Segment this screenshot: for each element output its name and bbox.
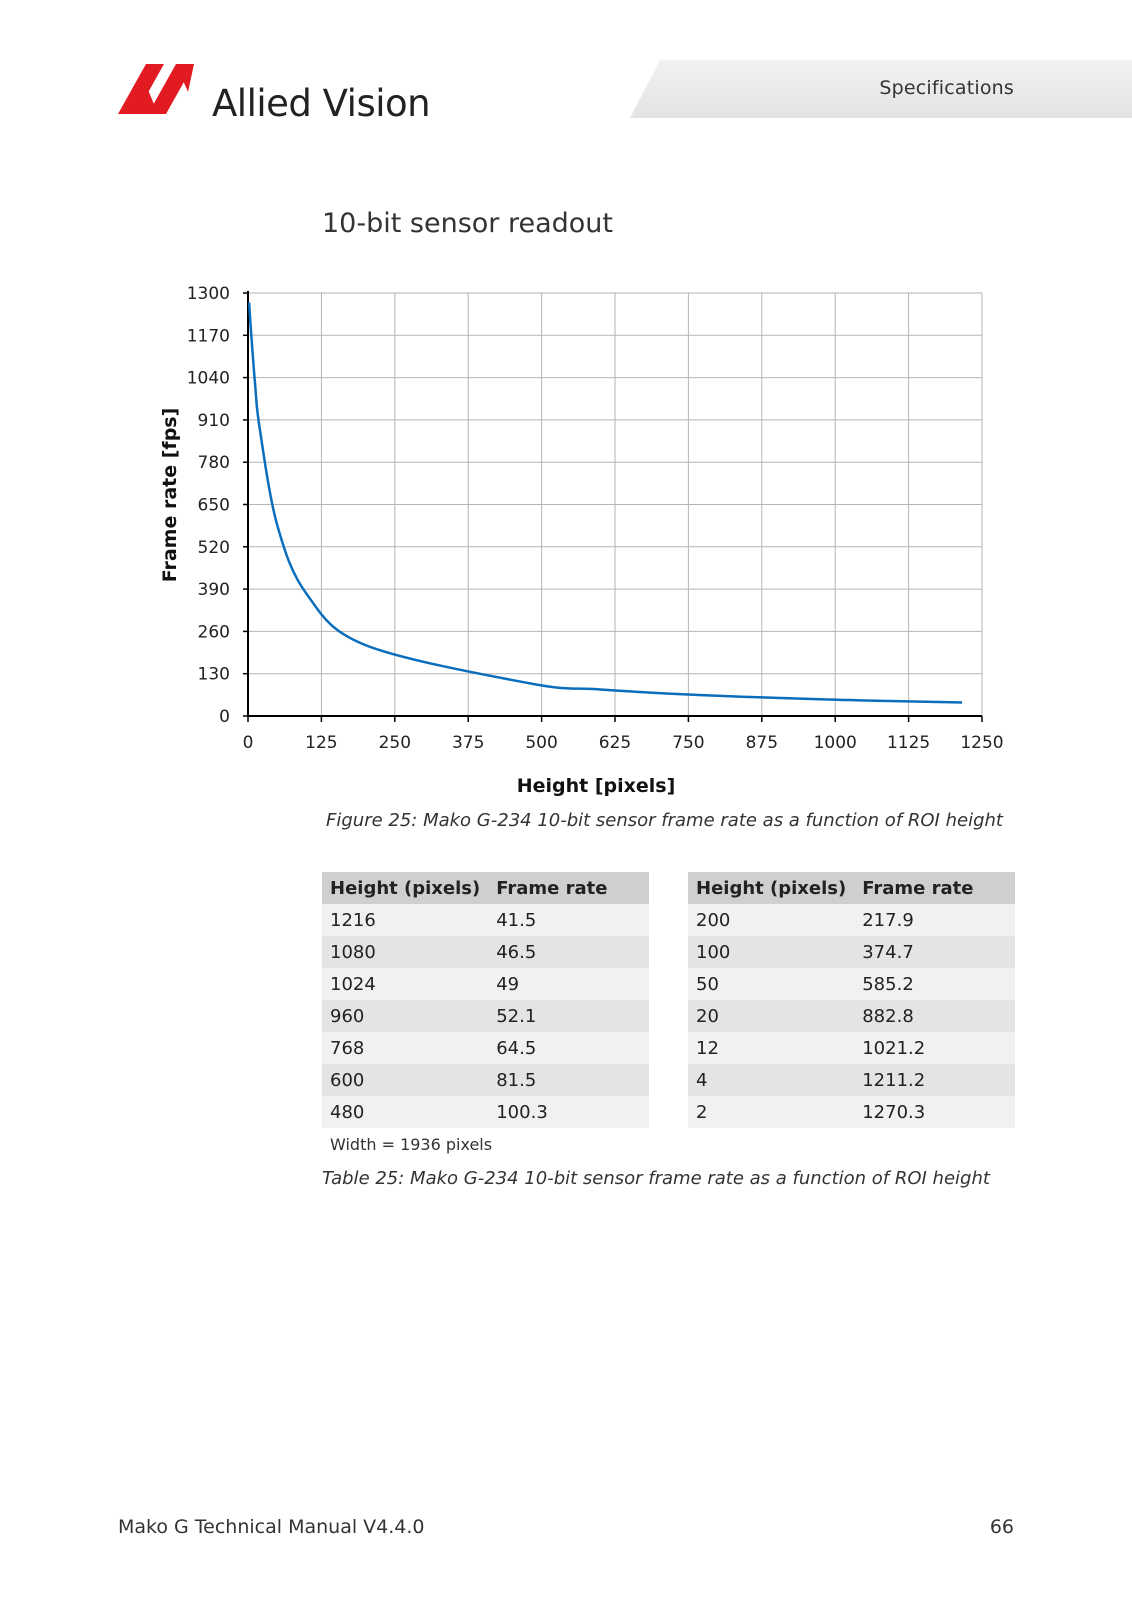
height-cell: 1080 xyxy=(322,936,488,968)
chart-grid xyxy=(248,293,982,716)
table-row xyxy=(688,1032,1015,1064)
chart-title: 10-bit sensor readout xyxy=(322,208,613,239)
height-cell: 50 xyxy=(688,968,854,1000)
frame-rate-cell: 64.5 xyxy=(488,1032,649,1064)
table-row xyxy=(688,968,1015,1000)
frame-rate-cell: 217.9 xyxy=(854,904,1015,936)
y-tick-label: 910 xyxy=(197,410,230,431)
footer-manual-title: Mako G Technical Manual V4.4.0 xyxy=(118,1516,425,1538)
frame-rate-series-line xyxy=(249,303,962,703)
height-cell: 1216 xyxy=(322,904,488,936)
frame-rate-cell: 882.8 xyxy=(854,1000,1015,1032)
height-cell: 100 xyxy=(688,936,854,968)
frame-rate-table-right xyxy=(688,872,1015,1128)
x-tick-label: 375 xyxy=(451,733,485,753)
table-row xyxy=(322,904,649,936)
frame-rate-cell: 1211.2 xyxy=(854,1064,1015,1096)
x-tick-label: 250 xyxy=(378,733,412,753)
column-header-frame-rate: Frame rate xyxy=(854,872,1015,904)
x-tick-label: 0 xyxy=(242,733,254,753)
brand-name: Allied Vision xyxy=(212,82,431,125)
frame-rate-cell: 52.1 xyxy=(488,1000,649,1032)
table-row xyxy=(322,1032,649,1064)
table-row xyxy=(322,1064,649,1096)
table-note: Width = 1936 pixels xyxy=(330,1135,493,1154)
table-row xyxy=(688,1064,1015,1096)
frame-rate-table-left xyxy=(322,872,649,1128)
frame-rate-cell: 46.5 xyxy=(488,936,649,968)
chart-axes xyxy=(243,291,982,722)
column-header-height: Height (pixels) xyxy=(322,872,488,904)
y-tick-label: 390 xyxy=(197,580,230,601)
table-row xyxy=(322,1096,649,1128)
x-tick-labels xyxy=(243,733,1004,753)
x-tick-label: 750 xyxy=(672,733,705,753)
table-row xyxy=(322,968,649,1000)
frame-rate-cell: 41.5 xyxy=(488,904,649,936)
page-number: 66 xyxy=(989,1516,1014,1538)
table-caption: Table 25: Mako G-234 10-bit sensor frame rate as a function of ROI height xyxy=(322,1168,990,1189)
y-tick-label: 780 xyxy=(197,453,230,474)
frame-rate-cell: 81.5 xyxy=(488,1064,649,1096)
table-row xyxy=(688,936,1015,968)
height-cell: 960 xyxy=(322,1000,488,1032)
y-tick-labels xyxy=(187,284,230,727)
table-row xyxy=(688,1000,1015,1032)
x-tick-label: 1125 xyxy=(886,733,931,753)
column-header-height: Height (pixels) xyxy=(688,872,854,904)
frame-rate-cell: 100.3 xyxy=(488,1096,649,1128)
height-cell: 2 xyxy=(688,1096,854,1128)
table-row xyxy=(322,936,649,968)
x-tick-label: 125 xyxy=(305,733,338,753)
height-cell: 1024 xyxy=(322,968,488,1000)
table-row xyxy=(688,1096,1015,1128)
y-axis-label: Frame rate [fps] xyxy=(159,407,181,583)
section-title: Specifications xyxy=(879,77,1014,99)
height-cell: 200 xyxy=(688,904,854,936)
x-axis-label: Height [pixels] xyxy=(516,775,676,797)
y-tick-label: 1170 xyxy=(186,326,230,347)
frame-rate-cell: 1270.3 xyxy=(854,1096,1015,1128)
x-tick-label: 875 xyxy=(745,733,779,753)
y-tick-label: 520 xyxy=(197,537,230,558)
table-row xyxy=(322,1000,649,1032)
y-tick-label: 260 xyxy=(197,622,230,643)
y-tick-label: 130 xyxy=(197,664,230,685)
height-cell: 12 xyxy=(688,1032,854,1064)
x-tick-label: 1250 xyxy=(960,733,1004,753)
y-tick-label: 1300 xyxy=(186,284,230,304)
x-tick-label: 1000 xyxy=(813,733,857,753)
frame-rate-cell: 374.7 xyxy=(854,936,1015,968)
table-row xyxy=(688,904,1015,936)
y-tick-label: 650 xyxy=(197,495,230,516)
column-header-frame-rate: Frame rate xyxy=(488,872,649,904)
height-cell: 768 xyxy=(322,1032,488,1064)
height-cell: 4 xyxy=(688,1064,854,1096)
frame-rate-cell: 49 xyxy=(488,968,649,1000)
height-cell: 600 xyxy=(322,1064,488,1096)
height-cell: 20 xyxy=(688,1000,854,1032)
frame-rate-cell: 585.2 xyxy=(854,968,1015,1000)
height-cell: 480 xyxy=(322,1096,488,1128)
frame-rate-cell: 1021.2 xyxy=(854,1032,1015,1064)
y-tick-label: 0 xyxy=(219,707,230,727)
x-tick-label: 625 xyxy=(598,733,632,753)
y-tick-label: 1040 xyxy=(186,368,230,389)
figure-caption: Figure 25: Mako G-234 10-bit sensor frame rate as a function of ROI height xyxy=(326,810,1003,831)
x-tick-label: 500 xyxy=(525,733,558,753)
